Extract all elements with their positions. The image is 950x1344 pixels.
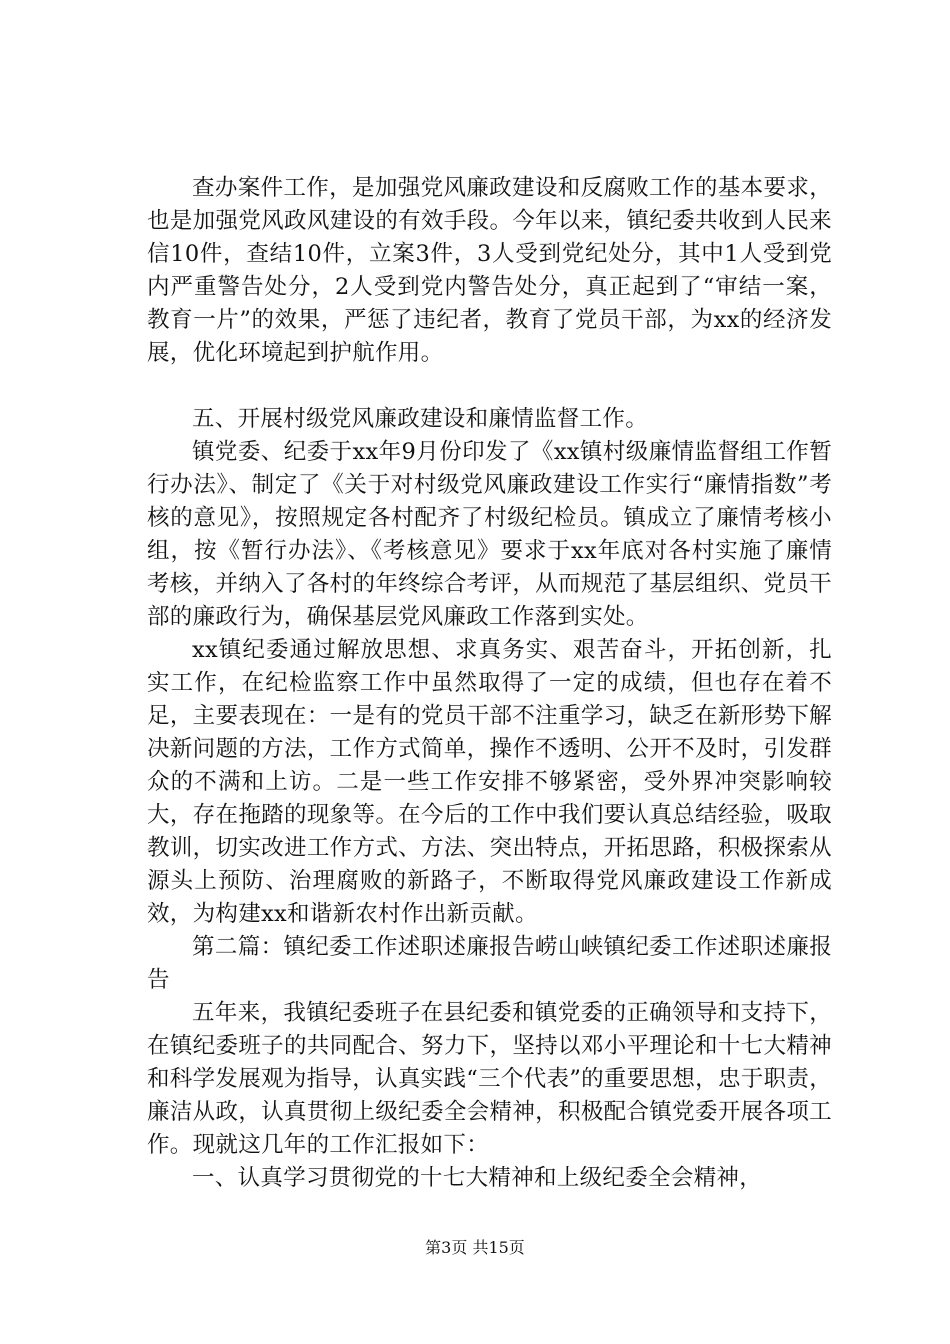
page-number-footer: 第3页 共15页 [425, 1238, 525, 1257]
paragraph-five-years: 五年来，我镇纪委班子在县纪委和镇党委的正确领导和支持下，在镇纪委班子的共同配合、努力下，坚持以邓小平理论和十七大精神和科学发展观为指导，认真实践“三个代表”的重要思想，忠于职责，廉洁从政，认真贯彻上级纪委全会精神，积极配合镇党委开展各项工作。现就这几年的工作汇报如下： [147, 1000, 832, 1158]
chapter-heading-second: 第二篇：镇纪委工作述职述廉报告崂山峡镇纪委工作述职述廉报告 [147, 934, 832, 993]
section-heading-village-supervision: 五、开展村级党风廉政建设和廉情监督工作。 [192, 406, 649, 432]
paragraph-study-first-item: 一、认真学习贯彻党的十七大精神和上级纪委全会精神， [192, 1165, 763, 1191]
paragraph-case-handling: 查办案件工作，是加强党风廉政建设和反腐败工作的基本要求，也是加强党风政风建设的有效手段。今年以来，镇纪委共收到人民来信10件，查结10件，立案3件，3人受到党纪处分，其中1人受到党内严重警告处分，2人受到党内警告处分，真正起到了“审结一案，教育一片”的效果，严惩了违纪者，教育了党员干部，为xx的经济发展，优化环境起到护航作用。 [147, 175, 832, 366]
paragraph-village-supervision: 镇党委、纪委于xx年9月份印发了《xx镇村级廉情监督组工作暂行办法》、制定了《关于对村级党风廉政建设工作实行“廉情指数”考核的意见》，按照规定各村配齐了村级纪检员。镇成立了廉情考核小组，按《暂行办法》、《考核意见》要求于xx年底对各村实施了廉情考核，并纳入了各村的年终综合考评，从而规范了基层组织、党员干部的廉政行为，确保基层党风廉政工作落到实处。 [147, 439, 832, 630]
paragraph-shortcomings: xx镇纪委通过解放思想、求真务实、艰苦奋斗，开拓创新，扎实工作，在纪检监察工作中虽然取得了一定的成绩，但也存在着不足，主要表现在：一是有的党员干部不注重学习，缺乏在新形势下解决新问题的方法，工作方式简单，操作不透明、公开不及时，引发群众的不满和上访。二是一些工作安排不够紧密，受外界冲突影响较大，存在拖踏的现象等。在今后的工作中我们要认真总结经验，吸取教训，切实改进工作方式、方法、突出特点，开拓思路，积极探索从源头上预防、治理腐败的新路子，不断取得党风廉政建设工作新成效，为构建xx和谐新农村作出新贡献。 [147, 637, 832, 927]
document-body [147, 172, 832, 1195]
